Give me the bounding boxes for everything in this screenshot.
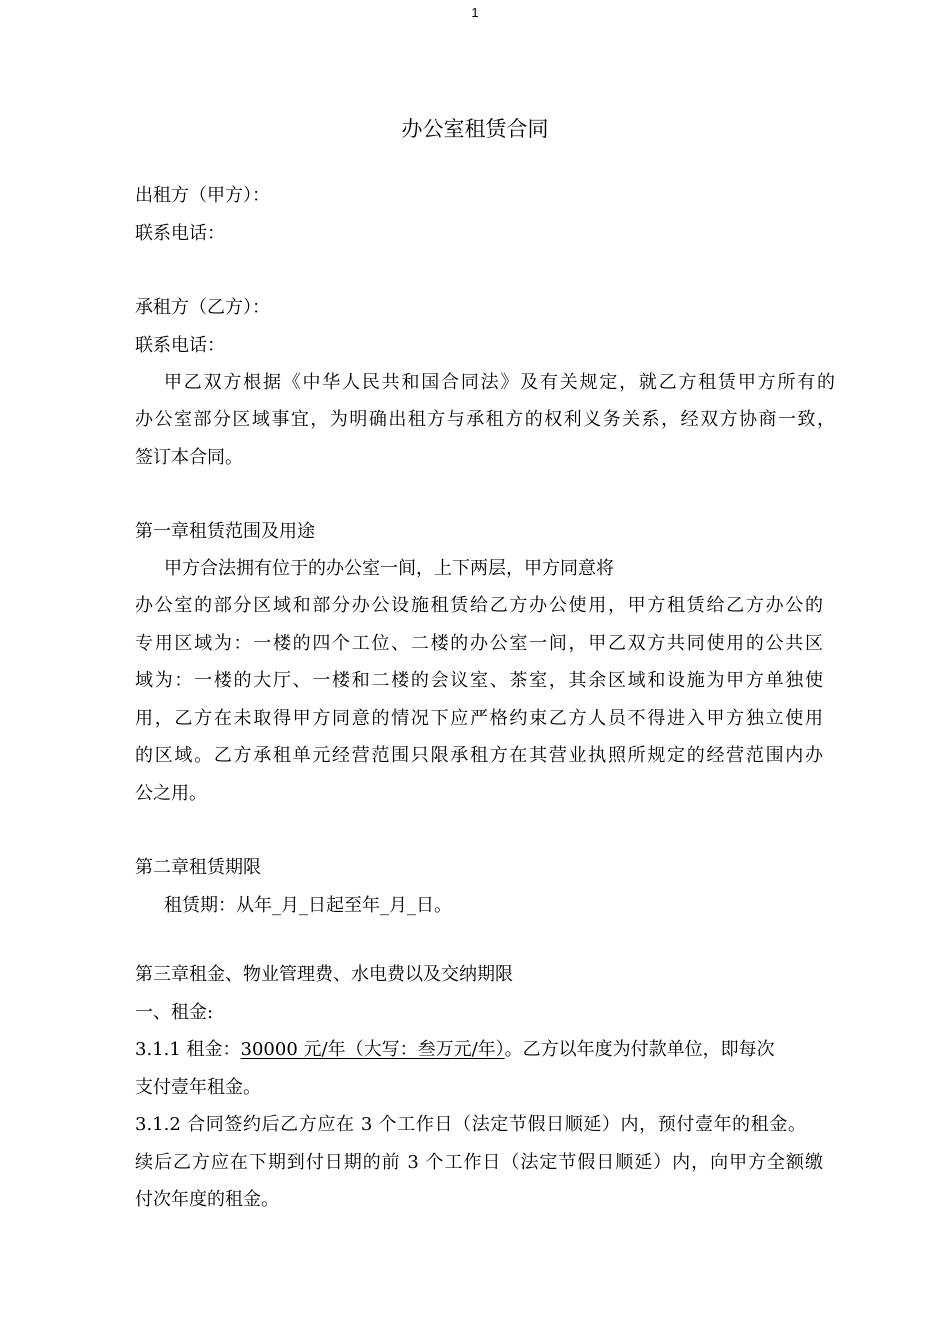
lessor-label: 出租方（甲方）：	[135, 185, 270, 206]
lessor-phone-label: 联系电话：	[135, 223, 225, 244]
chapter-1-line: 甲方合法拥有位于的办公室一间，上下两层，甲方同意将	[164, 558, 614, 579]
clause-3-1-1-line: 支付壹年租金。	[135, 1077, 261, 1098]
chapter-3-heading: 第三章租金、物业管理费、水电费以及交纳期限	[135, 964, 513, 985]
clause-3-1-1	[135, 1037, 835, 1063]
chapter-1-line: 用，乙方在未取得甲方同意的情况下应严格约束乙方人员不得进入甲方独立使用	[135, 708, 823, 729]
chapter-1-line: 专用区域为：一楼的四个工位、二楼的办公室一间，甲乙双方共同使用的公共区	[135, 633, 823, 654]
clause-3-1-2-line: 3.1.2 合同签约后乙方应在 3 个工作日（法定节假日顺延）内，预付壹年的租金。	[135, 1114, 806, 1135]
lessee-label: 承租方（乙方）：	[135, 297, 270, 318]
page-number: 1	[471, 5, 479, 20]
document-title: 办公室租赁合同	[401, 117, 549, 141]
rent-amount: 30000 元/年（大写：叁万元/年）	[240, 1039, 505, 1060]
section-rent-heading: 一、租金:	[135, 1002, 214, 1023]
clause-3-1-1-prefix: 3.1.1 租金：	[135, 1039, 241, 1060]
lessee-phone-label: 联系电话：	[135, 335, 225, 356]
chapter-1-line: 域为：一楼的大厅、一楼和二楼的会议室、茶室，其余区域和设施为甲方单独使	[135, 670, 823, 691]
clause-3-1-2-line: 付次年度的租金。	[135, 1189, 279, 1210]
chapter-1-line: 的区域。乙方承租单元经营范围只限承租方在其营业执照所规定的经营范围内办	[135, 745, 823, 766]
clause-3-1-2-line: 续后乙方应在下期到付日期的前 3 个工作日（法定节假日顺延）内，向甲方全额缴	[135, 1152, 823, 1173]
intro-line: 甲乙双方根据《中华人民共和国合同法》及有关规定，就乙方租赁甲方所有的	[164, 372, 835, 393]
chapter-2-heading: 第二章租赁期限	[135, 857, 261, 878]
intro-line: 签订本合同。	[135, 447, 243, 468]
chapter-1-line: 公之用。	[135, 783, 207, 804]
clause-3-1-1-suffix: 。乙方以年度为付款单位，即每次	[504, 1039, 775, 1060]
intro-line: 办公室部分区域事宜，为明确出租方与承租方的权利义务关系，经双方协商一致，	[135, 409, 835, 430]
chapter-1-heading: 第一章租赁范围及用途	[135, 521, 315, 542]
chapter-1-line: 办公室的部分区域和部分办公设施租赁给乙方办公使用，甲方租赁给乙方办公的	[135, 595, 823, 616]
lease-term: 租赁期：从年_月_日起至年_月_日。	[164, 895, 452, 916]
